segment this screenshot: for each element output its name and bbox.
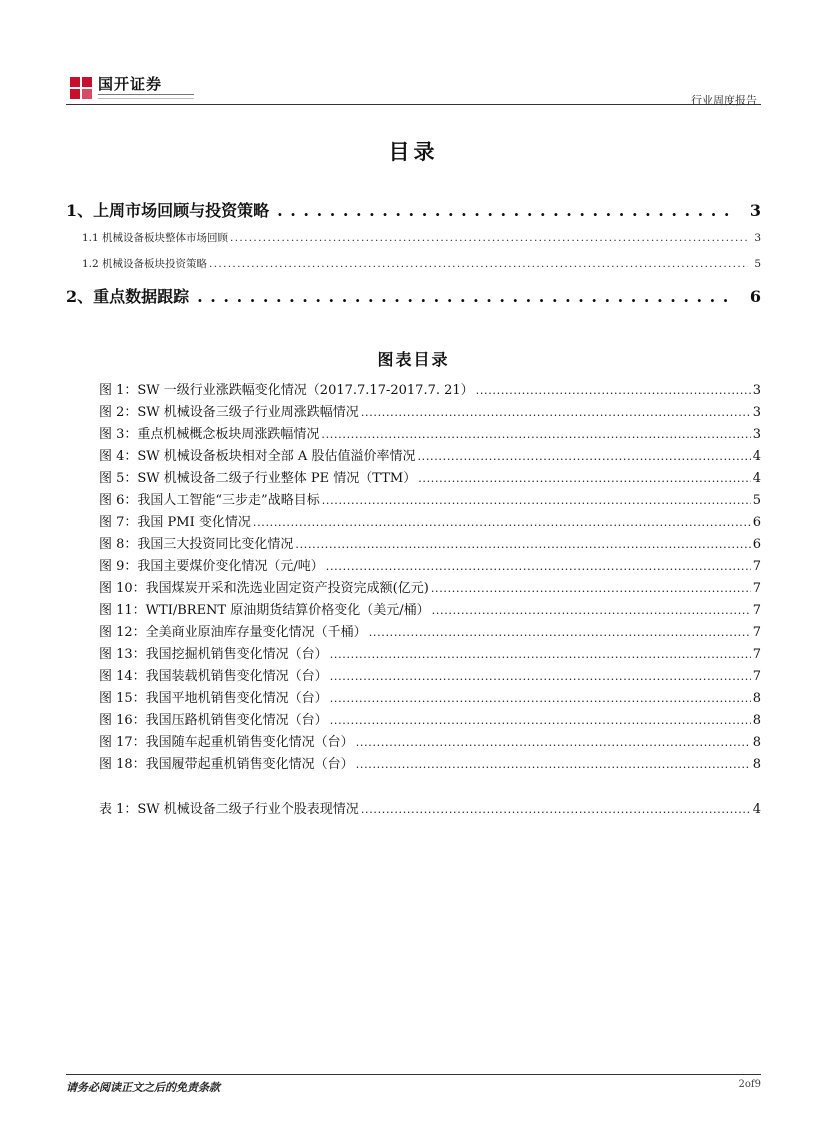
figure-entry-label: 图 18：我国履带起重机销售变化情况（台） xyxy=(99,757,354,772)
footer-disclaimer: 请务必阅读正文之后的免责条款 xyxy=(66,1081,220,1094)
figure-entry-label: 图 15：我国平地机销售变化情况（台） xyxy=(99,691,328,706)
figure-entry-15[interactable] xyxy=(0,687,827,709)
figure-list-title: 图表目录 xyxy=(377,350,450,369)
toc-entry-section-1[interactable] xyxy=(0,198,827,220)
logo-mark-icon xyxy=(70,77,92,99)
figure-entry-12[interactable] xyxy=(0,621,827,643)
company-logo xyxy=(70,76,194,99)
toc-entry-section-1-1[interactable] xyxy=(0,230,827,252)
figure-entry-7[interactable] xyxy=(0,511,827,533)
dot-leader xyxy=(322,494,751,507)
table-entry-page: 4 xyxy=(752,802,761,817)
figure-entry-3[interactable] xyxy=(0,423,827,445)
figure-entry-label: 图 13：我国挖掘机销售变化情况（台） xyxy=(99,647,328,662)
report-type: 行业周度报告 xyxy=(691,94,757,107)
figure-entry-label: 图 8：我国三大投资同比变化情况 xyxy=(99,537,294,552)
figure-entry-6[interactable] xyxy=(0,489,827,511)
figure-entry-label: 图 2：SW 机械设备三级子行业周涨跌幅情况 xyxy=(99,405,359,420)
figure-entry-label: 图 3：重点机械概念板块周涨跌幅情况 xyxy=(99,427,320,442)
figure-entry-page: 7 xyxy=(752,603,761,618)
figure-entry-page: 3 xyxy=(752,383,761,398)
toc-entry-page: 5 xyxy=(754,258,761,270)
figure-entry-label: 图 11：WTI/BRENT 原油期货结算价格变化（美元/桶） xyxy=(99,603,430,618)
figure-entry-5[interactable] xyxy=(0,467,827,489)
dot-leader xyxy=(197,287,736,306)
toc-entry-label: 1.1 机械设备板块整体市场回顾 xyxy=(82,232,229,244)
figure-entry-page: 3 xyxy=(752,427,761,442)
toc-entry-page: 3 xyxy=(754,232,761,244)
dot-leader xyxy=(295,538,750,551)
dot-leader xyxy=(321,428,750,441)
footer-divider xyxy=(66,1074,761,1075)
figure-entry-page: 4 xyxy=(752,449,761,464)
dot-leader xyxy=(361,803,751,816)
dot-leader xyxy=(369,626,751,639)
figure-entry-18[interactable] xyxy=(0,753,827,775)
figure-entry-label: 图 1：SW 一级行业涨跌幅变化情况（2017.7.17-2017.7. 21） xyxy=(99,383,474,398)
figure-entry-2[interactable] xyxy=(0,401,827,423)
figure-entry-9[interactable] xyxy=(0,555,827,577)
dot-leader xyxy=(432,604,751,617)
figure-entry-page: 6 xyxy=(752,537,761,552)
figure-entry-page: 8 xyxy=(752,691,761,706)
dot-leader xyxy=(356,736,751,749)
table-entry-label: 表 1：SW 机械设备二级子行业个股表现情况 xyxy=(99,802,359,817)
figure-entry-label: 图 10：我国煤炭开采和洗选业固定资产投资完成额(亿元) xyxy=(99,581,429,596)
figure-entry-1[interactable] xyxy=(0,379,827,401)
figure-entry-17[interactable] xyxy=(0,731,827,753)
figure-entry-label: 图 17：我国随车起重机销售变化情况（台） xyxy=(99,735,354,750)
toc-title: 目录 xyxy=(388,139,439,164)
figure-entry-4[interactable] xyxy=(0,445,827,467)
figure-entry-label: 图 7：我国 PMI 变化情况 xyxy=(99,515,251,530)
figure-entry-page: 8 xyxy=(752,713,761,728)
figure-entry-page: 7 xyxy=(752,625,761,640)
toc-entry-page: 3 xyxy=(749,201,761,220)
dot-leader xyxy=(330,692,751,705)
figure-entry-16[interactable] xyxy=(0,709,827,731)
toc-entry-section-2[interactable] xyxy=(0,284,827,306)
dot-leader xyxy=(230,232,748,244)
figure-entry-page: 6 xyxy=(752,515,761,530)
figure-entry-page: 7 xyxy=(752,647,761,662)
figure-entry-label: 图 6：我国人工智能“三步走”战略目标 xyxy=(99,493,320,508)
figure-entry-14[interactable] xyxy=(0,665,827,687)
dot-leader xyxy=(418,472,751,485)
toc-entry-label: 1、上周市场回顾与投资策略 xyxy=(66,201,270,220)
figure-entry-label: 图 16：我国压路机销售变化情况（台） xyxy=(99,713,328,728)
figure-entry-10[interactable] xyxy=(0,577,827,599)
figure-entry-label: 图 9：我国主要煤价变化情况（元/吨） xyxy=(99,559,324,574)
figure-entry-page: 4 xyxy=(752,471,761,486)
figure-entry-page: 8 xyxy=(752,757,761,772)
figure-entry-page: 7 xyxy=(752,559,761,574)
figure-entry-page: 5 xyxy=(752,493,761,508)
dot-leader xyxy=(326,560,751,573)
page-indicator: 2of9 xyxy=(738,1079,761,1090)
logo-underline xyxy=(98,94,194,99)
toc-entry-label: 1.2 机械设备板块投资策略 xyxy=(82,258,208,270)
company-name: 国开证券 xyxy=(98,75,163,93)
figure-entry-label: 图 14：我国装载机销售变化情况（台） xyxy=(99,669,328,684)
dot-leader xyxy=(417,450,750,463)
figure-entry-page: 3 xyxy=(752,405,761,420)
figure-entry-page: 7 xyxy=(752,669,761,684)
toc-entry-section-1-2[interactable] xyxy=(0,256,827,278)
dot-leader xyxy=(209,258,748,270)
figure-entry-page: 7 xyxy=(752,581,761,596)
dot-leader xyxy=(476,384,751,397)
figure-entry-label: 图 5：SW 机械设备二级子行业整体 PE 情况（TTM） xyxy=(99,471,417,486)
dot-leader xyxy=(277,201,736,220)
figure-entry-label: 图 12：全美商业原油库存量变化情况（千桶） xyxy=(99,625,367,640)
dot-leader xyxy=(361,406,751,419)
dot-leader xyxy=(330,714,751,727)
figure-entry-page: 8 xyxy=(752,735,761,750)
table-entry-1[interactable] xyxy=(0,798,827,820)
figure-entry-13[interactable] xyxy=(0,643,827,665)
dot-leader xyxy=(253,516,751,529)
dot-leader xyxy=(431,582,751,595)
toc-entry-page: 6 xyxy=(749,287,761,306)
toc-entry-label: 2、重点数据跟踪 xyxy=(66,287,190,306)
dot-leader xyxy=(330,648,751,661)
header-divider xyxy=(66,104,761,105)
dot-leader xyxy=(330,670,751,683)
figure-entry-8[interactable] xyxy=(0,533,827,555)
dot-leader xyxy=(356,758,751,771)
figure-entry-label: 图 4：SW 机械设备板块相对全部 A 股估值溢价率情况 xyxy=(99,449,416,464)
figure-entry-11[interactable] xyxy=(0,599,827,621)
